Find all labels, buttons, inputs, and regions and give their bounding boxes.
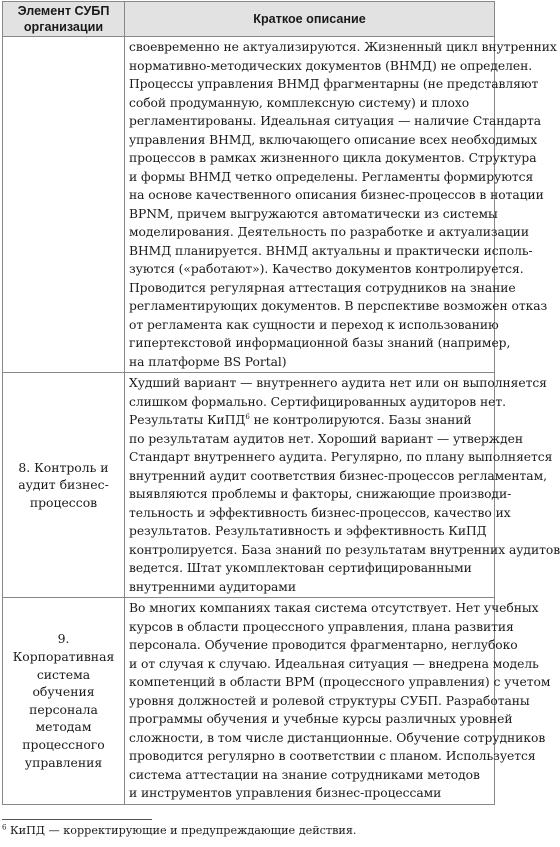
description-line: регламентированы. Идеальная ситуация — наличие Стандарта (129, 114, 542, 128)
description-line: слишком формально. Сертифицированных аудиторов нет. (129, 394, 506, 409)
description-line: моделирования. Деятельность по разработке и актуализации (129, 225, 529, 239)
table-header-row (3, 2, 495, 37)
description-line: внутренними аудиторами (129, 579, 296, 594)
table-row (3, 373, 495, 598)
description-line (125, 411, 494, 430)
table-row (3, 598, 495, 805)
description-line: система аттестации на знание сотрудниками методов (129, 767, 480, 782)
description-line: Проводится регулярная аттестация сотрудников на знание (129, 280, 516, 295)
row-description (125, 373, 560, 598)
description-line: тельность и эффективность бизнес-процессов, качество их (129, 505, 511, 520)
description-line: собой продуманную, комплексную систему) и плохо (129, 95, 470, 110)
description-line: результатов. Результативность и эффективность КиПД (129, 524, 487, 538)
description-line: и формы ВНМД четко определены. Регламенты формируются (129, 169, 534, 184)
description-line: ВНМД планируется. ВНМД актуальны и практически исполь- (129, 243, 533, 258)
description-line: по результатам аудитов нет. Хороший вариант — утвержден (129, 431, 523, 446)
description-line: на основе качественного описания бизнес-процессов в нотации (129, 188, 544, 202)
description-line: и от случая к случаю. Идеальная ситуация — внедрена модель (129, 656, 539, 671)
description-line: нормативно-методических документов (ВНМД) не определен. (129, 58, 533, 73)
description-line: управления ВНМД, включающего описание всех необходимых (129, 132, 538, 147)
header-element: Элемент СУБП организации (3, 2, 125, 37)
description-line: Худший вариант — внутреннего аудита нет или он выполняется (129, 376, 547, 390)
description-line: персонала. Обучение проводится фрагментарно, неглубоко (129, 638, 518, 652)
description-line: ведется. Штат укомплектован сертифицированными (129, 561, 472, 575)
description-line: курсов в области процессного управления, плана развития (129, 619, 514, 634)
header-description: Краткое описание (125, 2, 495, 37)
footnote-divider (2, 819, 152, 820)
footnote-mark: 6 (2, 823, 7, 832)
row-element: 8. Контроль и аудит бизнес-процессов (3, 373, 125, 598)
description-line: контролируется. База знаний по результатам внутренних аудитов (129, 542, 560, 557)
description-line: BPNM, причем выгружаются автоматически из системы (129, 206, 498, 221)
description-line: проводится регулярно в соответствии с планом. Используется (129, 749, 536, 763)
description-line: компетенций в области BPM (процессного управления) с учетом (129, 675, 551, 689)
description-line: от регламента как сущности и переход к использованию (129, 317, 499, 332)
description-line: программы обучения и учебные курсы различных уровней (129, 712, 513, 726)
description-line: сложности, в том числе дистанционные. Обучение сотрудников (129, 730, 546, 745)
description-line: регламентирующих документов. В перспективе возможен отказ (129, 299, 548, 313)
row-element: 9. Корпоративная система обучения персонала методам процессного управления (3, 598, 125, 805)
process-management-table (2, 1, 560, 805)
description-line: внутренний аудит соответствия бизнес-процессов регламентам, (129, 468, 547, 483)
description-line: своевременно не актуализируются. Жизненный цикл внутренних (129, 40, 557, 54)
footnote-reference: 6 (245, 412, 250, 421)
description-line: и инструментов управления бизнес-процессами (129, 786, 442, 800)
description-line: процессов в рамках жизненного цикла документов. Структура (129, 151, 537, 165)
row-description (125, 37, 557, 373)
description-text: не контролируются. Базы знаний (249, 413, 472, 427)
description-line: Процессы управления ВНМД фрагментарны (не представляют (129, 77, 539, 91)
description-line: зуются («работают»). Качество документов контролируется. (129, 262, 524, 276)
table-row (3, 37, 495, 373)
description-text: Результаты КиПД (129, 413, 246, 427)
description-line: Во многих компаниях такая система отсутствует. Нет учебных (129, 601, 539, 615)
row-description (125, 598, 551, 805)
footnote (2, 824, 357, 838)
footnote-text: КиПД — корректирующие и предупреждающие действия. (6, 824, 357, 837)
description-line: выявляются проблемы и факторы, снижающие производи- (129, 487, 512, 501)
description-line: гипертекстовой информационной базы знаний (например, (129, 336, 511, 350)
description-line: уровня должностей и ролевой структуры СУБП. Разработаны (129, 693, 530, 708)
description-line: на платформе BS Portal) (129, 354, 287, 369)
description-line: Стандарт внутреннего аудита. Регулярно, по плану выполняется (129, 450, 553, 464)
row-element (3, 37, 125, 373)
